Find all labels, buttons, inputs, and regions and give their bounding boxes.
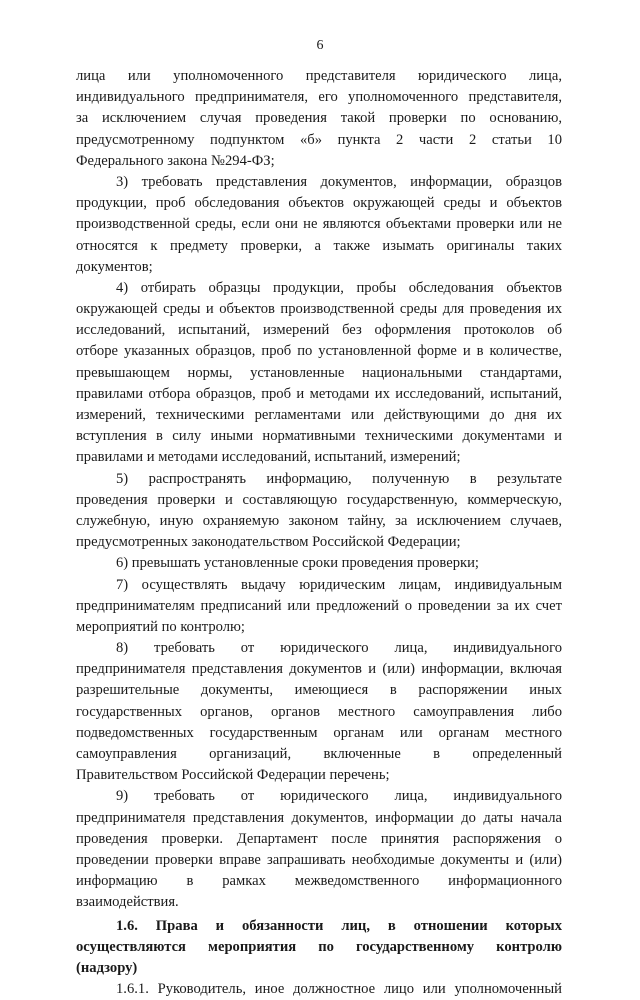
- text-line: предпринимателя представления документов, информации до даты начала: [76, 809, 562, 826]
- text-line: 7) осуществлять выдачу юридическим лицам, индивидуальным: [116, 576, 562, 593]
- section-heading-line: 1.6. Права и обязанности лиц, в отношении которых: [116, 917, 562, 934]
- page-number: 6: [316, 38, 324, 53]
- text-line: 8) требовать от юридического лица, индивидуального: [116, 640, 562, 657]
- text-line: индивидуального предпринимателя, его уполномоченного представителя,: [76, 89, 562, 106]
- text-line: 3) требовать представления документов, информации, образцов: [116, 173, 562, 190]
- text-line: 6) превышать установленные сроки проведения проверки;: [116, 555, 479, 572]
- text-line: 1.6.1. Руководитель, иное должностное лицо или уполномоченный: [116, 981, 562, 998]
- text-line: проведении проверки вправе запрашивать необходимые документы и (или): [76, 851, 562, 868]
- section-heading-line: осуществляются мероприятия по государственному контролю: [76, 938, 562, 955]
- text-line: разрешительные документы, имеющиеся в распоряжении иных: [76, 682, 562, 699]
- text-line: проведения проверки и составляющую государственную, коммерческую,: [76, 491, 562, 508]
- text-line: относятся к предмету проверки, а также изымать оригиналы таких: [76, 237, 562, 254]
- text-line: Правительством Российской Федерации перечень;: [76, 767, 390, 784]
- text-line: подведомственных государственным органам или органам местного: [76, 724, 562, 741]
- text-line: Федерального закона №294-ФЗ;: [76, 152, 275, 169]
- text-line: за исключением случая проведения такой проверки по основанию,: [76, 110, 562, 127]
- text-line: служебную, иную охраняемую законом тайну, за исключением случаев,: [76, 512, 562, 529]
- section-heading-line: (надзору): [76, 959, 138, 976]
- text-line: окружающей среды и объектов производственной среды для проведения их: [76, 301, 562, 318]
- text-line: 4) отбирать образцы продукции, пробы обследования объектов: [116, 279, 562, 296]
- text-line: предпринимателям предписаний или предложений о проведении за их счет: [76, 597, 562, 614]
- text-line: предусмотренных законодательством Российской Федерации;: [76, 534, 461, 551]
- text-line: информацию в рамках межведомственного информационного: [76, 873, 562, 890]
- text-line: проведения проверки. Департамент после принятия распоряжения о: [76, 830, 562, 847]
- document-body: [76, 66, 562, 1000]
- text-line: 5) распространять информацию, полученную в результате: [116, 470, 562, 487]
- text-line: правилами отбора образцов, проб и методами их исследований, испытаний,: [76, 385, 562, 402]
- text-line: превышающем нормы, установленные национальными стандартами,: [76, 364, 562, 381]
- text-line: взаимодействия.: [76, 894, 179, 911]
- text-line: самоуправления организаций, включенные в определенный: [76, 746, 562, 762]
- text-line: мероприятий по контролю;: [76, 618, 245, 635]
- text-line: государственных органов, органов местного самоуправления либо: [76, 703, 562, 720]
- text-line: документов;: [76, 258, 153, 275]
- text-line: предусмотренному подпунктом «б» пункта 2 части 2 статьи 10: [76, 131, 562, 148]
- text-line: продукции, проб обследования объектов окружающей среды и объектов: [76, 195, 562, 212]
- text-line: производственной среды, если они не являются объектами проверки или не: [76, 216, 562, 233]
- text-line: отборе указанных образцов, проб по установленной форме и в количестве,: [76, 343, 562, 360]
- text-line: 9) требовать от юридического лица, индивидуального: [116, 788, 562, 805]
- text-line: исследований, испытаний, измерений без оформления протоколов об: [76, 322, 562, 339]
- text-line: предпринимателя представления документов и (или) информации, включая: [76, 661, 562, 678]
- text-line: лица или уполномоченного представителя юридического лица,: [76, 68, 562, 84]
- text-line: правилами и методами исследований, испытаний, измерений;: [76, 449, 461, 466]
- text-line: измерений, техническими регламентами или действующими до дня их: [76, 407, 562, 423]
- text-line: вступления в силу иными нормативными техническими документами и: [76, 428, 562, 445]
